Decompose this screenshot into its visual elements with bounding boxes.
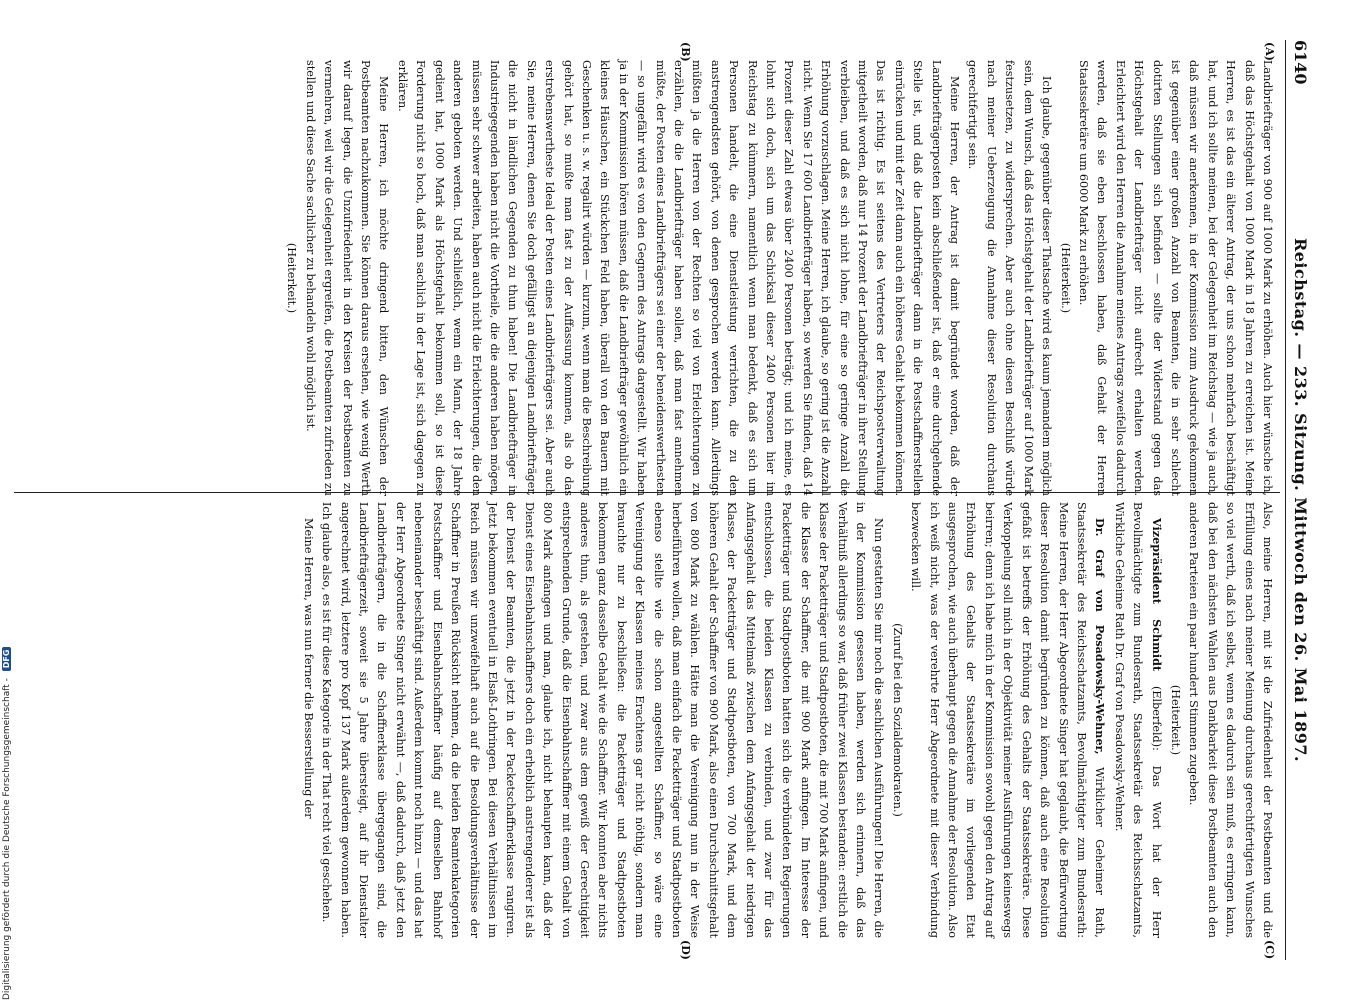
speaker-name: Vizepräsident Schmidt	[1149, 518, 1164, 672]
paragraph: Nun gestatten Sie mir noch die sachlichen Ausführungen! Die Herren, die in der Kommission gesessen haben, werden sich erinnern, daß das Verhältniß allerdings so war, daß früher zwei Klassen bestanden: erstlich die Klasse der Packetträger und Stadtpostboten, die mit 700 Mark anfingen, und die Klasse der Schaffner, die mit 900 Mark anfingen. Im Interesse der Packetträger und Stadtpostboten hatten sich die verbündeten Regierungen entschlossen, die beiden Klassen zu verbinden, und zwar für das Anfangsgehalt das Mittelmaß zwischen dem Anfangsgehalt der niedrigen Klasse, der Packetträger und Stadtpostboten, von 700 Mark, und dem höheren Gehalt der Schaffner von 900 Mark, also einen Durchschnittsgehalt von 800 Mark zu wählen. Hätte man die Vereinigung nun in der Weise herbeiführen wollen, daß man einfach die Packetträger und Stadtpostboten ebenso stellte wie die schon angestellten Schaffner, so wäre eine Vereinigung der Klassen meines Erachtens gar nicht nöthig, sondern man brauchte nur zu beschließen: die Packetträger und Stadtpostboten bekommen ganz dasselbe Gehalt wie die Schaffner. Wir konnten aber nichts anderes thun, als gestehen, und zwar aus dem gewiß der Gerechtigkeit entsprechenden Grunde, daß die Eisenbahnschaffner mit einem Gehalt von 800 Mark anfangen und man, glaube ich, nicht behaupten kann, daß der Dienst eines Eisenbahnschaffners doch ein erheblich anstrengenderer ist als der Dienst der Beamten, die jetzt in der Packetschaffnerklasse rangiren. Jetzt bekommen eventuell in Elsaß-Lothringen. Bei diesen Verhältnissen im Reich müssen wir unzweifelhaft auch auf die Besoldungsverhältnisse der Schaffner in Preußen Rücksicht nehmen, da die beiden Beamtenkategorien Postschaffner und Eisenbahnschaffner häufig auf demselben Bahnhof nebeneinander beschäftigt sind. Außerdem kommt noch hinzu — und das hat der Herr Abgeordnete Singer nicht erwähnt —, daß dadurch, daß jetzt den Landbriefträgern, die in die Schaffnerklasse übergegangen sind, die Landbriefträgerzeit, soweit sie 5 Jahre übersteigt, auf ihr Dienstalter angerechnet wird, letztere pro Kopf 137 Mark außerdem gewonnen haben. Ich glaube also, es ist für diese Kategorie in der That recht viel geschehen.	[320, 502, 886, 938]
left-column	[282, 60, 1276, 496]
interjection: (Heiterkeit.)	[1058, 242, 1072, 314]
interjection: (Heiterkeit.)	[1168, 684, 1182, 756]
speaker-paragraph	[1109, 502, 1165, 938]
margin-letter-a: (A)	[1263, 42, 1276, 61]
right-column	[298, 502, 1276, 938]
speaker-name: Dr. Graf von Posadowsky-Wehner,	[1093, 518, 1108, 755]
scanned-page	[6, 40, 1312, 960]
margin-letter-c: (C)	[1263, 940, 1276, 960]
paragraph: Meine Herren, was nun ferner die Besserstellung der	[301, 518, 315, 819]
speech-text: Wirklicher Geheimer Rath, Staatssekretär des Reichsschatzamts, Bevollmächtigter zum Bundesrath: Meine Herren, der Herr Abgeordnete Singer hat geglaubt, die Befürwortung dieser Resolution damit begründen zu können, daß auch eine Resolution gefaßt ist betreffs der Erhöhung des Gehalts der Staatssekretäre. Diese Verkoppelung soll mich in der Objektivität meiner Ausführungen keineswegs beirren; denn ich habe mich in der Kommission sowohl gegen den Antrag auf Erhöhung des Gehalts der Staatssekretäre im vorliegenden Etat ausgesprochen, wie auch überhaupt gegen die Annahme der Resolution. Also ich weiß nicht, was der verehrte Herr Abgeordnete mit dieser Verbindung bezwecken will.	[909, 502, 1107, 938]
paragraph: Landbriefträger von 900 auf 1000 Mark zu erhöhen. Auch hier wünsche ich, daß das Höchstgehalt von 1000 Mark in 18 Jahren zu erreichen ist. Meine Herren, es ist das ein älterer Antrag, der uns schon mehrfach beschäftigt hat, und ich sollte meinen, bei der Gelegenheit im Reichstag — wie ja auch, daß müssen wir anerkennen, in der Kommission zum Ausdruck gekommen ist gegenüber einer großen Anzahl von Beamten, die in sehr schlecht dotirten Stellungen sich befinden — sollte der Widerstand gegen das Höchstgehalt der Landbriefträger nicht aufrecht erhalten werden. Erleichtert wird den Herren die Annahme meines Antrags zweifellos dadurch werden, daß sie eben beschlossen haben, daß Gehalt der Herren Staatssekretäre um 6000 Mark zu erhöhen.	[1076, 60, 1274, 496]
speaker-paragraph	[906, 502, 1109, 938]
margin-letter-b: (B)	[679, 42, 692, 62]
digitization-credit	[2, 0, 20, 1000]
dfg-logo: DFG	[2, 647, 11, 672]
paragraph: Ich glaube, gegenüber dieser Thatsache wird es kaum jemandem möglich sein, dem Wunsch, daß das Höchstgehalt der Landbriefträger auf 1000 Mark festzusetzen, zu widersprechen. Aber auch ohne diesen Beschluß würde nach meiner Ueberzeugung die Annahme dieser Resolution durchaus gerechtfertigt sein.	[966, 60, 1054, 496]
page-header	[1278, 40, 1312, 960]
page-number: 6140	[1291, 40, 1310, 85]
header-rule	[1285, 40, 1286, 960]
running-title: Reichstag. — 233. Sitzung. Mittwoch den 26. Mai 1897.	[1291, 237, 1310, 763]
paragraph: Meine Herren, ich möchte dringend bitten, den Wünschen der Postbeamten nachzukommen. Sie können daraus ersehen, wie wenig Werth wir darauf legen, die Unzufriedenheit in den Kreisen der Postbeamten zu vermehren, weil wir die Gelegenheit ergreifen, die Postbeamten zufrieden zu stellen und diese Sache sachlicher zu behandeln wohl möglich ist.	[303, 60, 391, 496]
paragraph: Also, meine Herren, mit ist die Zufriedenheit der Postbeamten und die Erfüllung eines nach meiner Meinung durchaus gerechtfertigten Wunsches so viel werth, daß ich selbst, wenn es dadurch sein muß, es erringen kann, daß bei den nächsten Wahlen aus Dankbarkeit diese Postbeamten auch den anderen Parteien ein paar hundert Stimmen zugeben.	[1187, 502, 1274, 938]
credit-text: Digitalisierung gefördert durch die Deutsche Forschungsgemeinschaft -	[2, 678, 12, 1000]
interjection: (Heiterkeit.)	[285, 242, 299, 314]
speech-text: (Elberfeld): Das Wort hat der Herr Bevollmächtigte zum Bundesrath, Staatssekretär des Reichsschatzamts, Wirkliche Geheime Rath Dr. Graf von Posadowsky-Wehner.	[1112, 502, 1163, 938]
interjection: (Zuruf bei den Sozialdemokraten.)	[890, 623, 904, 817]
margin-letter-d: (D)	[679, 940, 692, 960]
paragraph: Meine Herren, der Antrag ist damit begründet worden, daß der Landbriefträgerposten kein abschließender ist, daß er eine durchgehende Stelle ist, und daß die Landbriefträger dann in die Postschaffnerstellen einrücken und mit der Zeit dann auch ein höheres Gehalt bekommen können. Das ist richtig. Es ist seitens des Vertreters der Reichspostverwaltung mitgetheilt worden, daß nur 14 Prozent der Landbriefträger in ihrer Stellung verbleiben, und daß es sich nicht lohne, für eine so geringe Anzahl die Erhöhung vorzuschlagen. Meine Herren, ich glaube, so gering ist die Anzahl nicht. Wenn Sie 17 600 Landbriefträger haben, so werden Sie finden, daß 14 Prozent dieser Zahl etwas über 2400 Personen beträgt; und ich meine, es lohnt sich doch, sich um das Schicksal dieser 2400 Personen hier im Reichstag zu kümmern, namentlich wenn man bedenkt, daß es sich um Personen handelt, die eine Dienstleistung verrichten, die zu den anstrengendsten gehört, von denen gesprochen werden kann. Allerdings müßten ja die Herren von der Rechten so viel von Erleichterungen zu erzählen, die die Landbriefträger haben sollen, daß man fast annehmen müßte, der Posten eines Landbriefträgers sei einer der beneidenswerthesten — so ungefähr wird es von den Gegnern des Antrags dargestellt. Wir haben ja in der Kommission hören müssen, daß die Landbriefträger gewöhnlich ein kleines Häuschen, ein Stückchen Feld haben, überall von den Bauern mit Geschenken u. s. w. regalirt würden — kurzum, wenn man die Beschreibung gehört hat, so mußte man fast zu der Auffassung kommen, als ob das erstrebenswertheste Ideal der Posten eines Landbriefträgers sei. Aber auch Sie, meine Herren, denen Sie doch gefälligst an diejenigen Landbriefträger, die nicht in ländlichen Gegenden zu thun haben! Die Landbriefträger in Industriegegenden haben nicht die Vortheile, die die anderen haben mögen, müssen sehr schwer arbeiten, haben auch nicht die Erleichterungen, die den anderen geboten werden. Und schließlich, wenn ein Mann, der 18 Jahre gedient hat, 1000 Mark als Höchstgehalt bekommen soll, so ist diese Forderung nicht so hoch, daß man sachlich in der Lage ist, sich dagegen zu erklären.	[395, 60, 962, 496]
